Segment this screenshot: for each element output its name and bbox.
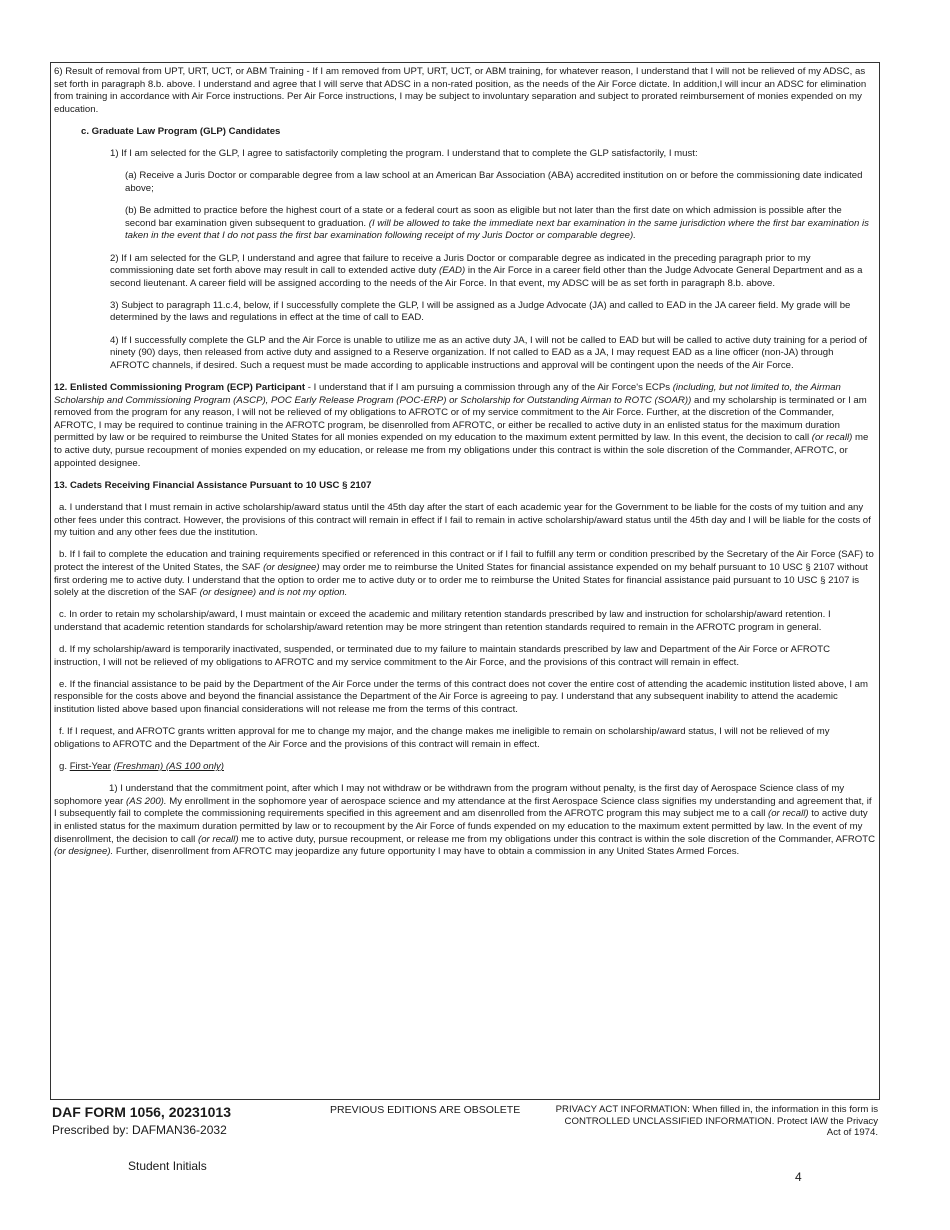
section-13e: e. If the financial assistance to be paid by the Department of the Air Force under the terms of this contract does not cover the entire cost of attending the academic institution listed above, I am responsible for the costs above and beyond the financial assistance the Department of the Air Force is agreeing to pay. I understand that any subsequent inability to attend the academic institution listed above based upon financial considerations will not release me from the terms of this contract. (54, 678, 868, 716)
glp-item-2 (54, 253, 875, 291)
section-13g1-as200: (AS 200). (126, 795, 167, 807)
form-identifier: DAF FORM 1056, 20231013 (52, 1104, 231, 1120)
section-13f: f. If I request, and AFROTC grants written approval for me to change my major, and the change makes me ineligible to remain on scholarship/award status, I will not be relieved of my obligations to AFROTC and the Department of the Air Force and the provisions of this contract will remain in effect. (54, 726, 830, 750)
section-12-programs: (including, but not limited to, the Airman Scholarship and Commissioning Program (ASCP), POC Early Release Program (POC-ERP) or Scholarship for Outstanding Airman to ROTC (SOAR)) (54, 382, 841, 406)
section-13g1-text-d: me to active duty, pursue recoupment, or release me from my obligations under this contract is within the sole discretion of the Commander, AFROTC (241, 833, 876, 845)
glp-item-1b-text: (b) Be admitted to practice before the highest court of a state or a federal court as soon as eligible but not later than the first date on which admission is possible after the second bar examination given subsequent to graduation. (125, 205, 842, 229)
section-13g1-text-c: to active duty in enlisted status for the maximum duration permitted by law or to recoupment by the Air Force of funds expended on my education to the maximum extent permitted by law. In the event of my disenrollment, the decision to call (54, 808, 868, 845)
section-13g1-designee: (or designee). (54, 846, 114, 858)
section-13g1-text-a: 1) I understand that the commitment point, after which I may not withdraw or be withdrawn from the program without penalty, is the first day of Aerospace Science class of my sophomore year (54, 783, 845, 807)
section-12-text-c: me to active duty, pursue recoupment of monies expended on my education, or release me from my obligations under this contract is within the sole discretion of the Commander, AFROTC, or appointed designee. (54, 432, 869, 469)
section-13g-title: First-Year (69, 761, 111, 773)
glp-item-1a: (a) Receive a Juris Doctor or comparable degree from a law school at an American Bar Association (ABA) accredited institution on or before the commissioning date indicated above; (125, 170, 863, 194)
section-12-text-a: - I understand that if I am pursuing a commission through any of the Air Force's ECPs (305, 382, 671, 394)
section-12-text-b: and my scholarship is terminated or I am removed from the program for any reason, I will not be relieved of my obligations to AFROTC or of my service commitment to the Air Force. Further, at the discretion of the Commander, AFROTC, I may be required to continue training in the AFROTC program, be disenrolled from AFROTC, or either be recalled to active duty in an enlisted status for the maximum duration permitted by law or be required to reimburse the United States for all monies expended on my education to the maximum extent permitted by law. In this event, the decision to call (54, 394, 867, 444)
section-13g-heading (54, 761, 875, 774)
glp-item-1: 1) If I am selected for the GLP, I agree to satisfactorily completing the program. I understand that to complete the GLP satisfactorily, I must: (110, 148, 698, 160)
glp-item-1b (54, 205, 875, 243)
section-13g-subtitle: (Freshman) (AS 100 only) (113, 761, 224, 773)
glp-item-3: 3) Subject to paragraph 11.c.4, below, if I successfully complete the GLP, I will be assigned as a Judge Advocate (JA) and called to EAD in the JA career field. My grade will be determined by the laws and regulations in effect at the time of call to EAD. (110, 299, 851, 324)
privacy-act-notice: PRIVACY ACT INFORMATION: When filled in, the information in this form is CONTROLLED UNCLASSIFIED INFORMATION. Protect IAW the Privacy Act of 1974. (555, 1104, 878, 1138)
glp-item-2-text-a: 2) If I am selected for the GLP, I understand and agree that failure to receive a Juris Doctor or comparable degree as indicated in the preceding paragraph prior to my commissioning date set forth above may result in call to extended active duty (110, 252, 811, 277)
section-13g1-text-b: My enrollment in the sophomore year of aerospace science and my attendance at the first Aerospace Science class signifies my understanding and agreement that, if I subsequently fail to complete the commissioning requirements specified in this agreement and am disenrolled from the AFROTC program this may subject me to a call (54, 795, 872, 820)
glp-item-2-text-b: in the Air Force in a career field other than the Judge Advocate General Department and as a second lieutenant. A career field will be assigned according to the needs of the Air Force. In that event, my ADSC will be as set forth in paragraph 8.b. above. (110, 265, 863, 289)
section-13b-option: (or designee) and is not my option. (199, 587, 348, 599)
section-12-ecp (54, 382, 875, 470)
section-13a: a. I understand that I must remain in active scholarship/award status until the 45th day after the start of each academic year for the Government to be liable for the costs of my tuition and any other fees under this contract. However, the provisions of this contract will remain in effect if I fail to remain in active scholarship/award status until the 45th day and I will be liable for the costs of my tuition and any other fees due the institution. (54, 501, 871, 539)
section-13g-prefix: g. (59, 761, 68, 773)
glp-heading: c. Graduate Law Program (GLP) Candidates (81, 125, 281, 137)
section-13g1-recall-2: (or recall) (198, 833, 239, 845)
student-initials-label: Student Initials (128, 1159, 207, 1173)
section-12-recall: (or recall) (811, 432, 853, 444)
glp-item-4: 4) If I successfully complete the GLP and the Air Force is unable to utilize me as an active duty JA, I will not be called to EAD but will be called to active duty training for a period of ninety (90) days, then released from active duty and assigned to a Reserve organization. If not called to EAD as a JA, I may request EAD as a line officer (non-JA) through AFROTC channels, if desired. Such a request must be made according to applicable instructions and approval will be contingent upon the needs of the Air Force. (110, 334, 868, 371)
paragraph-6-removal: 6) Result of removal from UPT, URT, UCT, or ABM Training - If I am removed from UPT, URT, UCT, or ABM training, for whatever reason, I understand that I will not be relieved of my ADSC, as set forth in paragraph 8.b. above. I understand and agree that I will serve that ADSC in a non-rated position, as the needs of the Air Force dictate. In addition,I will incur an ADSC for elimination from training in accordance with Air Force instructions. Per Air Force instructions, I may be subject to involuntary separation and subject to prorated reimbursement of monies expended on my education. (54, 66, 867, 115)
glp-item-1b-note: (I will be allowed to take the immediate next bar examination in the same jurisdiction where the first bar examination is taken in the event that I do not pass the first bar examination following receipt of my Juris Doctor or comparable degree). (125, 217, 869, 242)
section-13b-text-b: may order me to reimburse the United States for financial assistance expended on my behalf pursuant to 10 USC § 2107 without first ordering me to active duty. I understand that the option to order me to active duty or to order me to reimburse the United States for financial assistance paid pursuant to 10 USC § 2107 is solely at the discretion of the SAF (54, 561, 868, 599)
section-12-heading: 12. Enlisted Commissioning Program (ECP) Participant (54, 382, 306, 394)
section-13g1-text-e: Further, disenrollment from AFROTC may jeopardize any future opportunity I may have to obtain a commission in any United States Armed Forces. (115, 846, 740, 858)
page-number: 4 (795, 1170, 802, 1184)
section-13b (54, 549, 875, 599)
section-13-heading: 13. Cadets Receiving Financial Assistance Pursuant to 10 USC § 2107 (54, 479, 372, 491)
glp-item-2-ead: (EAD) (439, 265, 466, 277)
previous-editions-notice: PREVIOUS EDITIONS ARE OBSOLETE (330, 1104, 521, 1116)
section-13g-item-1 (54, 783, 875, 859)
section-13b-designee: (or designee) (263, 561, 320, 573)
section-13c: c. In order to retain my scholarship/award, I must maintain or exceed the academic and military retention standards prescribed by law and instruction for scholarship/award retention. I understand that academic retention standards for scholarship/award retention may be more stringent than retention standards required to remain in the AFROTC program in general. (54, 609, 831, 633)
section-13d: d. If my scholarship/award is temporarily inactivated, suspended, or terminated due to my failure to maintain standards prescribed by law and Department of the Air Force or AFROTC instruction, I will not be relieved of my obligations to AFROTC and my service commitment to the Air Force, and the provisions of this contract will remain in effect. (54, 644, 831, 668)
section-13b-text-a: b. If I fail to complete the education and training requirements specified or referenced in this contract or if I fail to fulfill any term or condition prescribed by the Secretary of the Air Force (SAF) to protect the interest of the United States, the SAF (54, 549, 874, 573)
contract-text-frame (50, 62, 880, 1100)
prescribed-by: Prescribed by: DAFMAN36-2032 (52, 1123, 227, 1137)
section-13g1-recall-1: (or recall) (768, 808, 809, 820)
